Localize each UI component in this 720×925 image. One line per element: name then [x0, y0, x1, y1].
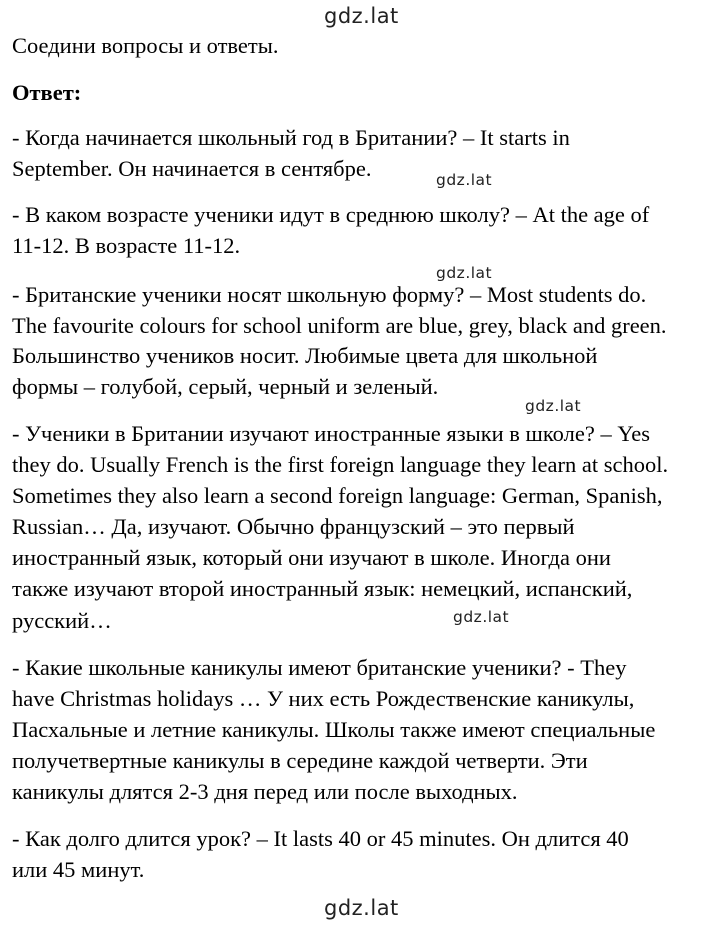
item-line: September. Он начинается в сентябре.: [12, 156, 372, 181]
item-line: - Когда начинается школьный год в Британии? – It starts in: [12, 125, 570, 150]
item-line: - Какие школьные каникулы имеют британские ученики? - They: [12, 655, 627, 680]
watermark: gdz.lat: [436, 264, 493, 282]
item-line: 11-12. В возрасте 11-12.: [12, 233, 241, 258]
item-line: иностранный язык, который они изучают в школе. Иногда они: [12, 545, 611, 570]
item-line: they do. Usually French is the first foreign language they learn at school.: [12, 452, 669, 477]
item-line: Пасхальные и летние каникулы. Школы также имеют специальные: [12, 717, 656, 742]
instruction: Соедини вопросы и ответы.: [12, 33, 279, 58]
item-line: - Как долго длится урок? – It lasts 40 or 45 minutes. Он длится 40: [12, 826, 629, 851]
item-line: - Ученики в Британии изучают иностранные языки в школе? – Yes: [12, 421, 651, 446]
watermark-bottom: gdz.lat: [324, 896, 399, 920]
watermark: gdz.lat: [436, 171, 493, 189]
item-line: получетвертные каникулы в середине каждой четверти. Эти: [12, 748, 588, 773]
item-line: have Christmas holidays … У них есть Рождественские каникулы,: [12, 686, 635, 711]
answer-heading: Ответ:: [12, 80, 82, 105]
item-line: русский…: [12, 608, 112, 633]
item-line: Sometimes they also learn a second foreign language: German, Spanish,: [12, 483, 663, 508]
item-line: или 45 минут.: [12, 857, 145, 882]
item-line: - В каком возрасте ученики идут в среднюю школу? – At the age of: [12, 202, 650, 227]
watermark-top: gdz.lat: [324, 4, 399, 28]
watermark: gdz.lat: [453, 608, 510, 626]
item-line: The favourite colours for school uniform are blue, grey, black and green.: [12, 313, 667, 338]
item-line: Большинство учеников носит. Любимые цвета для школьной: [12, 343, 598, 368]
watermark: gdz.lat: [525, 397, 582, 415]
item-line: также изучают второй иностранный язык: немецкий, испанский,: [12, 576, 633, 601]
item-line: формы – голубой, серый, черный и зеленый.: [12, 374, 439, 399]
item-line: Russian… Да, изучают. Обычно французский – это первый: [12, 514, 575, 539]
item-line: - Британские ученики носят школьную форму? – Most students do.: [12, 282, 647, 307]
item-line: каникулы длятся 2-3 дня перед или после выходных.: [12, 779, 518, 804]
